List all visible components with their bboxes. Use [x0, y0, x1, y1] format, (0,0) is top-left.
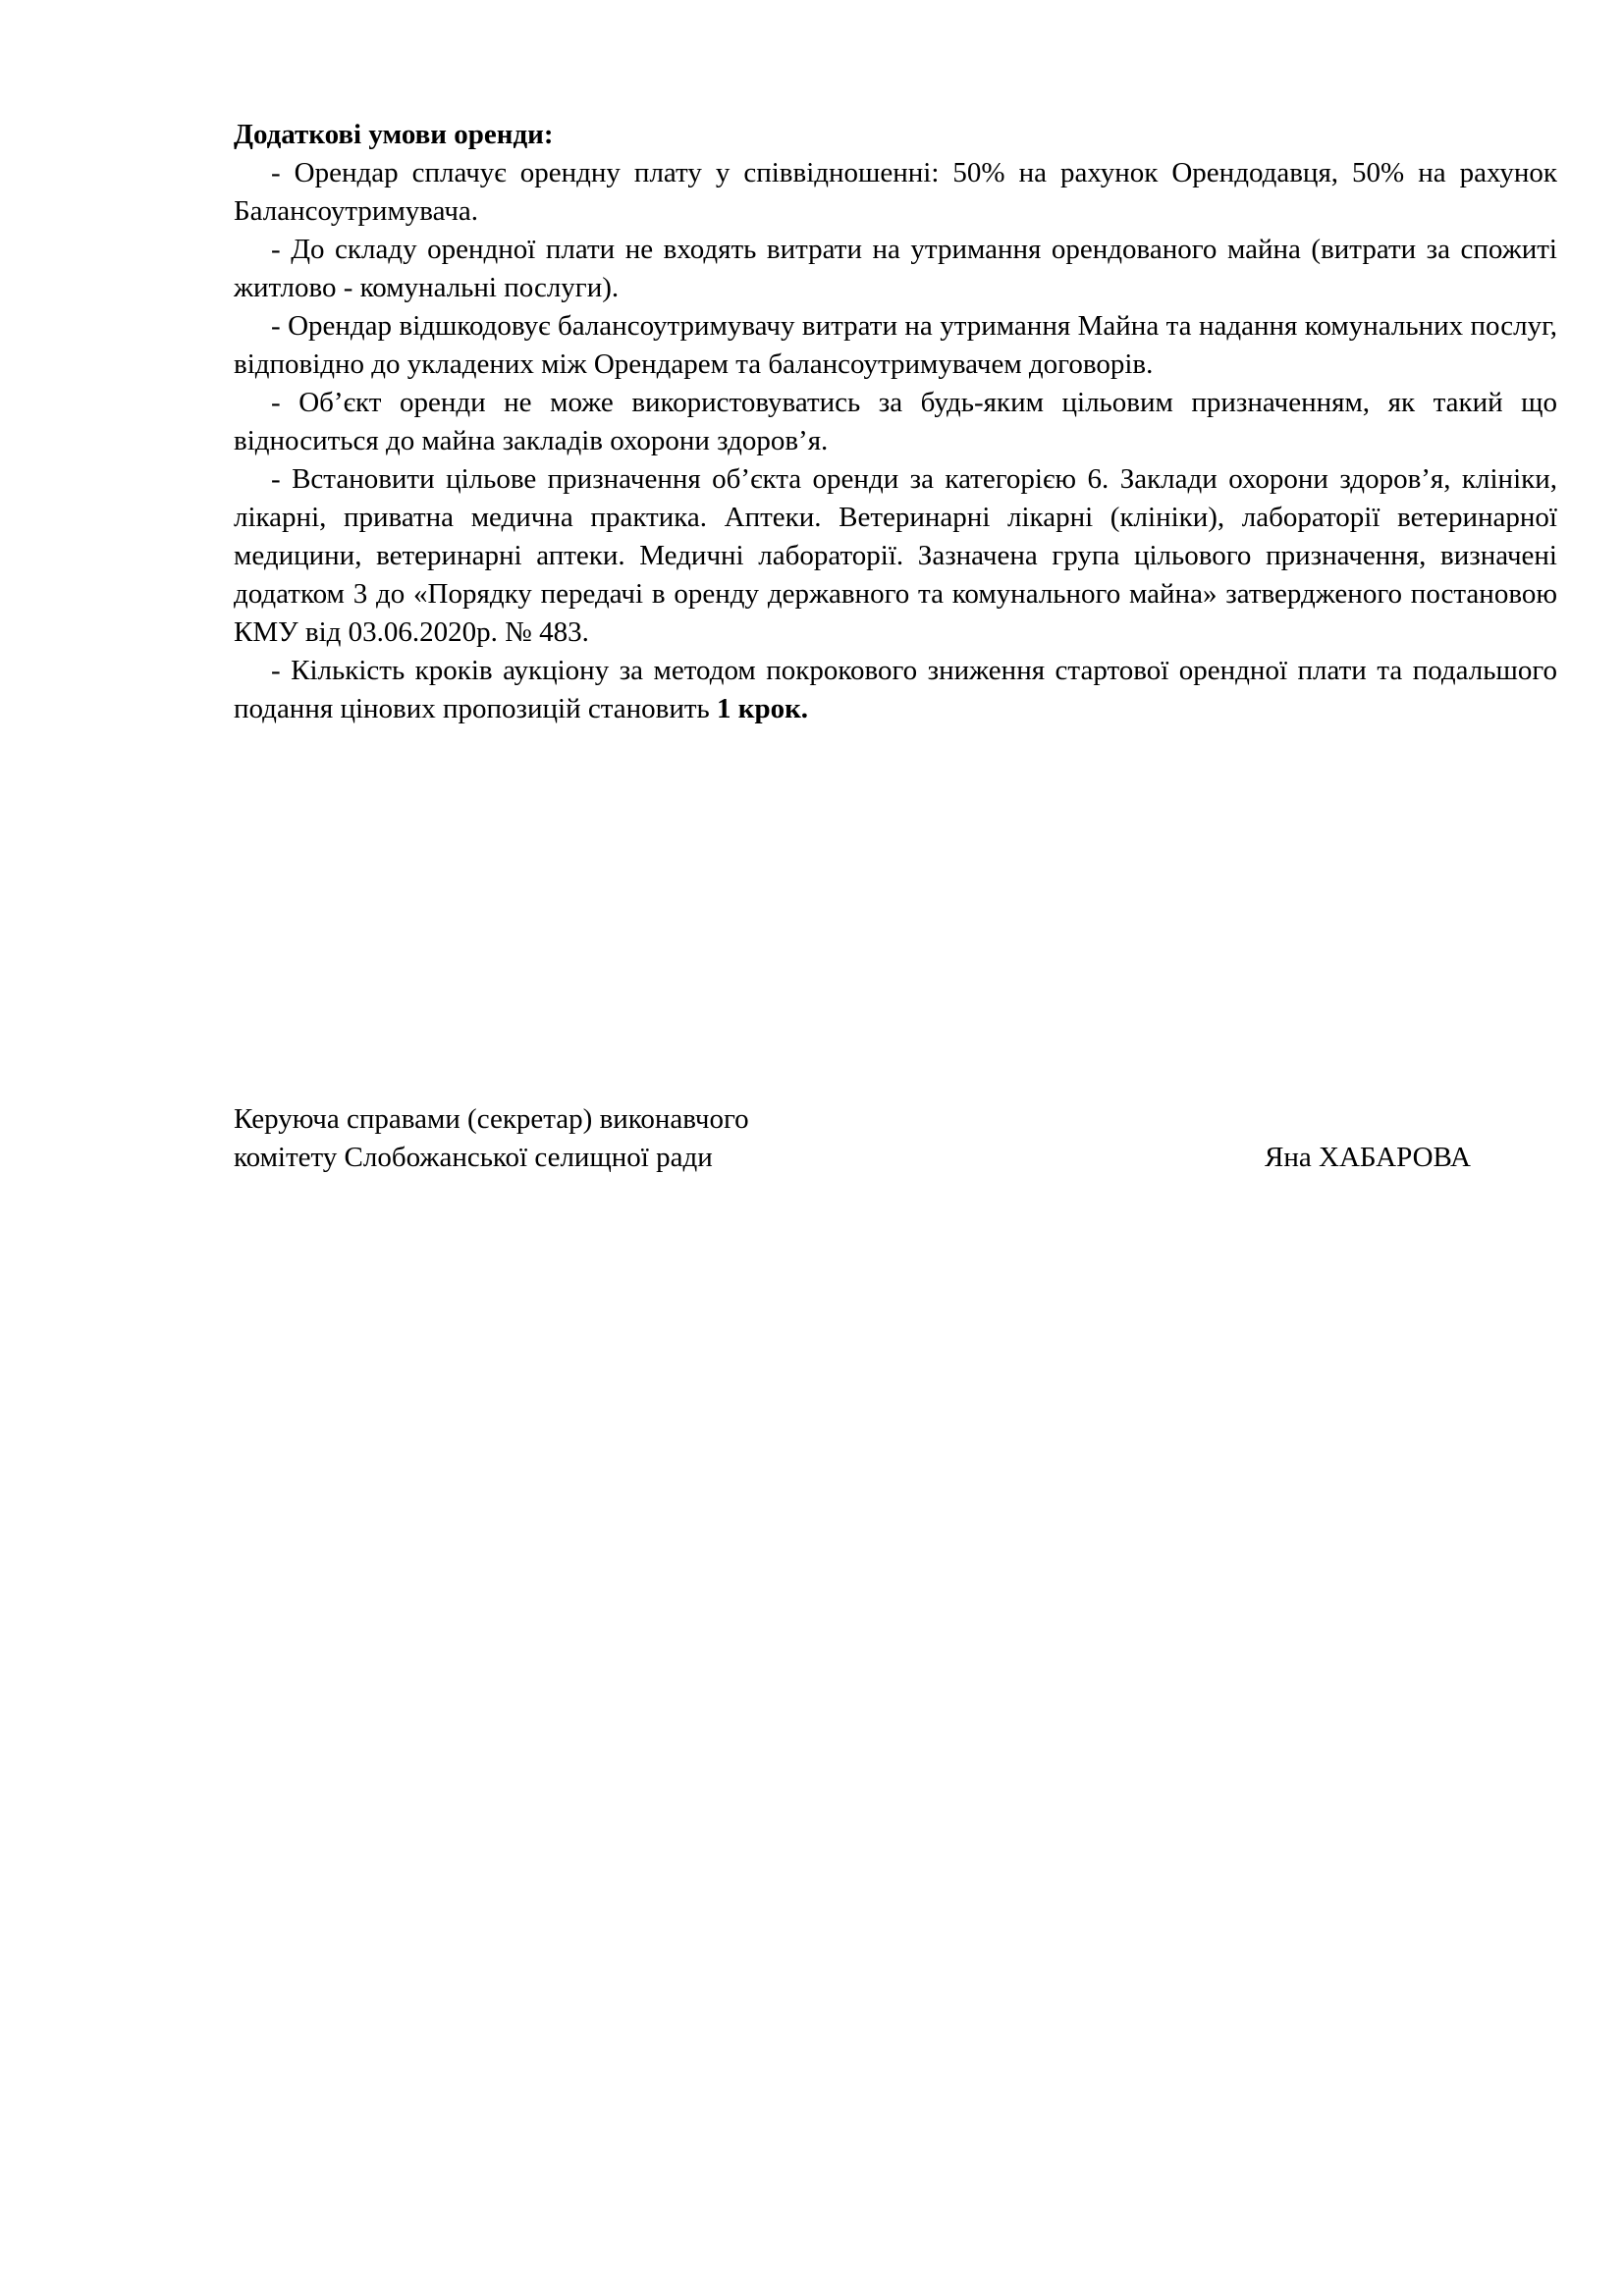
signatory-position-line2: комітету Слобожанської селищної ради: [234, 1142, 713, 1173]
signatory-position-line1: Керуюча справами (секретар) виконавчого: [234, 1103, 749, 1135]
signature-row: [234, 1139, 1471, 1177]
condition-paragraph-purpose: - Встановити цільове призначення об’єкта оренди за категорією 6. Заклади охорони здоров’я, клініки, лікарні, приватна медична практика. Аптеки. Ветеринарні лікарні (клініки), лабораторії ветеринарної медицини, ветеринарні аптеки. Медичні лабораторії. Зазначена група цільового призначення, визначені додатком 3 до «Порядку передачі в оренду державного та комунального майна» затвердженого постановою КМУ від 03.06.2020р. № 483.: [234, 463, 1557, 648]
section-heading: Додаткові умови оренди:: [234, 119, 554, 150]
condition-paragraph-payment-split: - Орендар сплачує орендну плату у співвідношенні: 50% на рахунок Орендодавця, 50% на рахунок Балансоутримувача.: [234, 157, 1557, 227]
auction-steps-count: 1 крок.: [717, 693, 809, 724]
condition-paragraph-usage-restriction: - Об’єкт оренди не може використовуватись за будь-яким цільовим призначенням, як такий що відноситься до майна закладів охорони здоров’я.: [234, 387, 1557, 456]
condition-paragraph-excluded-costs: - До складу орендної плати не входять витрати на утримання орендованого майна (витрати за спожиті житлово - комунальні послуги).: [234, 234, 1557, 303]
condition-paragraph-auction-steps: [234, 652, 1557, 728]
condition-paragraph-reimbursement: - Орендар відшкодовує балансоутримувачу витрати на утримання Майна та надання комунальних послуг, відповідно до укладених між Орендарем та балансоутримувачем договорів.: [234, 310, 1557, 380]
signatory-name: Яна ХАБАРОВА: [1265, 1142, 1471, 1173]
signature-block: [234, 1100, 1471, 1177]
document-body: [234, 116, 1557, 728]
auction-steps-text: - Кількість кроків аукціону за методом покрокового зниження стартової орендної плати та подальшого подання цінових пропозицій становить: [234, 655, 1557, 724]
